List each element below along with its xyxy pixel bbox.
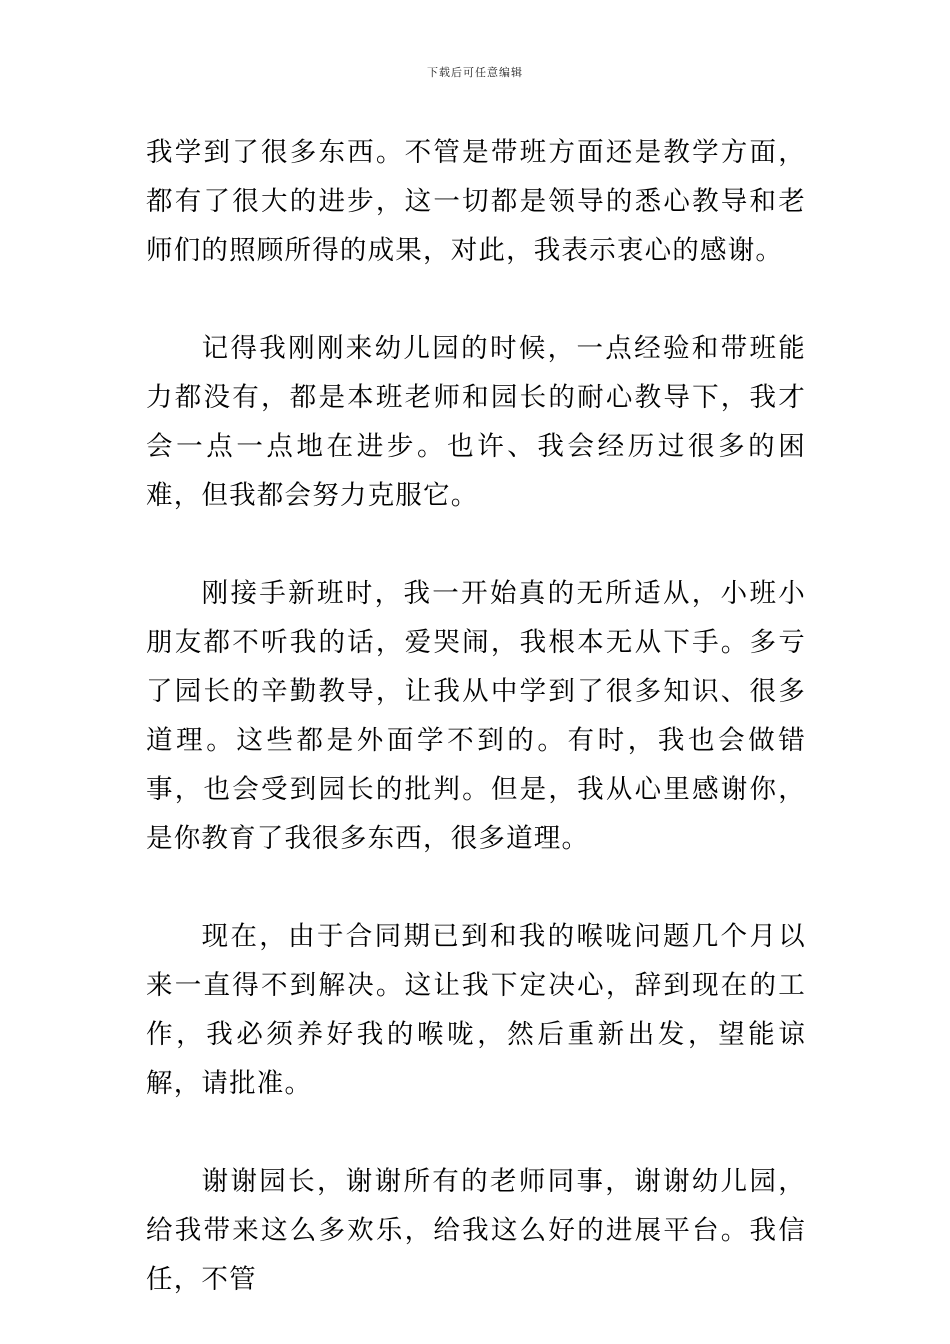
paragraph-5: 谢谢园长，谢谢所有的老师同事，谢谢幼儿园，给我带来这么多欢乐，给我这么好的进展平台。我信任，不管 [146,1166,806,1295]
paragraph-gap [146,1108,806,1157]
paragraph-1: 我学到了很多东西。不管是带班方面还是教学方面，都有了很大的进步，这一切都是领导的悉心教导和老师们的照顾所得的成果，对此，我表示衷心的感谢。 [146,137,806,266]
paragraph-2: 记得我刚刚来幼儿园的时候，一点经验和带班能力都没有，都是本班老师和园长的耐心教导下，我才会一点一点地在进步。也许、我会经历过很多的困难，但我都会努力克服它。 [146,333,806,511]
header-note: 下载后可任意编辑 [427,66,523,79]
paragraph-gap [146,520,806,569]
paragraph-3: 刚接手新班时，我一开始真的无所适从，小班小朋友都不听我的话，爱哭闹，我根本无从下手。多亏了园长的辛勤教导，让我从中学到了很多知识、很多道理。这些都是外面学不到的。有时，我也会做错事，也会受到园长的批判。但是，我从心里感谢你，是你教育了我很多东西，很多道理。 [146,578,806,854]
paragraph-4: 现在，由于合同期已到和我的喉咙问题几个月以来一直得不到解决。这让我下定决心，辞到现在的工作，我必须养好我的喉咙，然后重新出发，望能谅解，请批准。 [146,921,806,1099]
paragraph-gap [146,275,806,324]
document-body [146,128,806,1304]
paragraph-gap [146,863,806,912]
